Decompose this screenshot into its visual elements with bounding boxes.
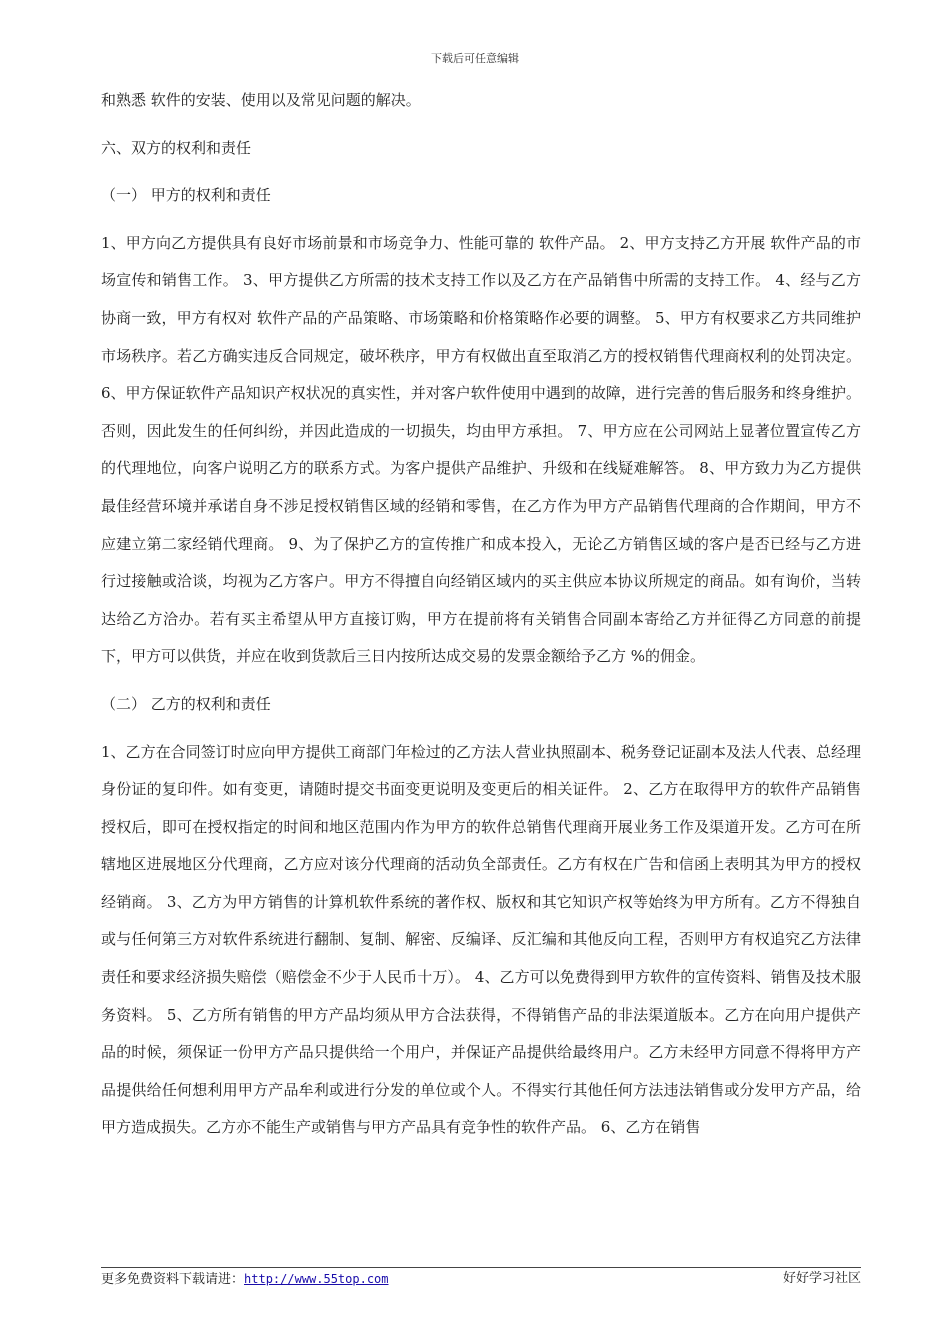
paragraph-party-b-rights: 1、乙方在合同签订时应向甲方提供工商部门年检过的乙方法人营业执照副本、税务登记证副本及法人代表、总经理身份证的复印件。如有变更，请随时提交书面变更说明及变更后的相关证件。 2、乙方在取得甲方的软件产品销售授权后，即可在授权指定的时间和地区范围内作为甲方的软件总销售代理商开展业务工作及渠道开发。乙方可在所辖地区进展地区分代理商，乙方应对该分代理商的活动负全部责任。乙方有权在广告和信函上表明其为甲方的授权经销商。 3、乙方为甲方销售的计算机软件系统的著作权、版权和其它知识产权等始终为甲方所有。乙方不得独自或与任何第三方对软件系统进行翻制、复制、解密、反编译、反汇编和其他反向工程，否则甲方有权追究乙方法律责任和要求经济损失赔偿（赔偿金不少于人民币十万）。 4、乙方可以免费得到甲方软件的宣传资料、销售及技术服务资料。 5、乙方所有销售的甲方产品均须从甲方合法获得，不得销售产品的非法渠道版本。乙方在向用户提供产品的时候，须保证一份甲方产品只提供给一个用户，并保证产品提供给最终用户。乙方未经甲方同意不得将甲方产品提供给任何想利用甲方产品牟利或进行分发的单位或个人。不得实行其他任何方法违法销售或分发甲方产品，给甲方造成损失。乙方亦不能生产或销售与甲方产品具有竞争性的软件产品。 6、乙方在销售 [101, 742, 861, 1137]
paragraph-party-a-rights: 1、甲方向乙方提供具有良好市场前景和市场竞争力、性能可靠的 软件产品。 2、甲方支持乙方开展 软件产品的市场宣传和销售工作。 3、甲方提供乙方所需的技术支持工作以及乙方在产品销售中所需的支持工作。 4、经与乙方协商一致，甲方有权对 软件产品的产品策略、市场策略和价格策略作必要的调整。 5、甲方有权要求乙方共同维护市场秩序。若乙方确实违反合同规定，破坏秩序，甲方有权做出直至取消乙方的授权销售代理商权利的处罚决定。 6、甲方保证软件产品知识产权状况的真实性，并对客户软件使用中遇到的故障，进行完善的售后服务和终身维护。否则，因此发生的任何纠纷，并因此造成的一切损失，均由甲方承担。 7、甲方应在公司网站上显著位置宣传乙方的代理地位，向客户说明乙方的联系方式。为客户提供产品维护、升级和在线疑难解答。 8、甲方致力为乙方提供最佳经营环境并承诺自身不涉足授权销售区域的经销和零售，在乙方作为甲方产品销售代理商的合作期间，甲方不应建立第二家经销代理商。 9、为了保护乙方的宣传推广和成本投入，无论乙方销售区域的客户是否已经与乙方进行过接触或洽谈，均视为乙方客户。甲方不得擅自向经销区域内的买主供应本协议所规定的商品。如有询价，当转达给乙方洽办。若有买主希望从甲方直接订购，甲方在提前将有关销售合同副本寄给乙方并征得乙方同意的前提下，甲方可以供货，并应在收到货款后三日内按所达成交易的发票金额给予乙方 %的佣金。 [101, 233, 861, 666]
page-header: 下载后可任意编辑 [431, 52, 519, 65]
footer-divider [101, 1267, 861, 1268]
footer-site-name: 好好学习社区 [782, 1271, 861, 1286]
footer-link[interactable]: http://www.55top.com [244, 1272, 389, 1286]
section-heading: 六、双方的权利和责任 [101, 138, 252, 157]
footer-left [101, 1270, 389, 1289]
subsection-heading-party-b: （二） 乙方的权利和责任 [101, 694, 271, 713]
document-body [101, 82, 861, 1147]
footer-prefix: 更多免费资料下载请进： [101, 1272, 245, 1287]
subsection-heading-party-a: （一） 甲方的权利和责任 [101, 186, 271, 205]
paragraph-continuation: 和熟悉 软件的安装、使用以及常见问题的解决。 [101, 91, 421, 109]
